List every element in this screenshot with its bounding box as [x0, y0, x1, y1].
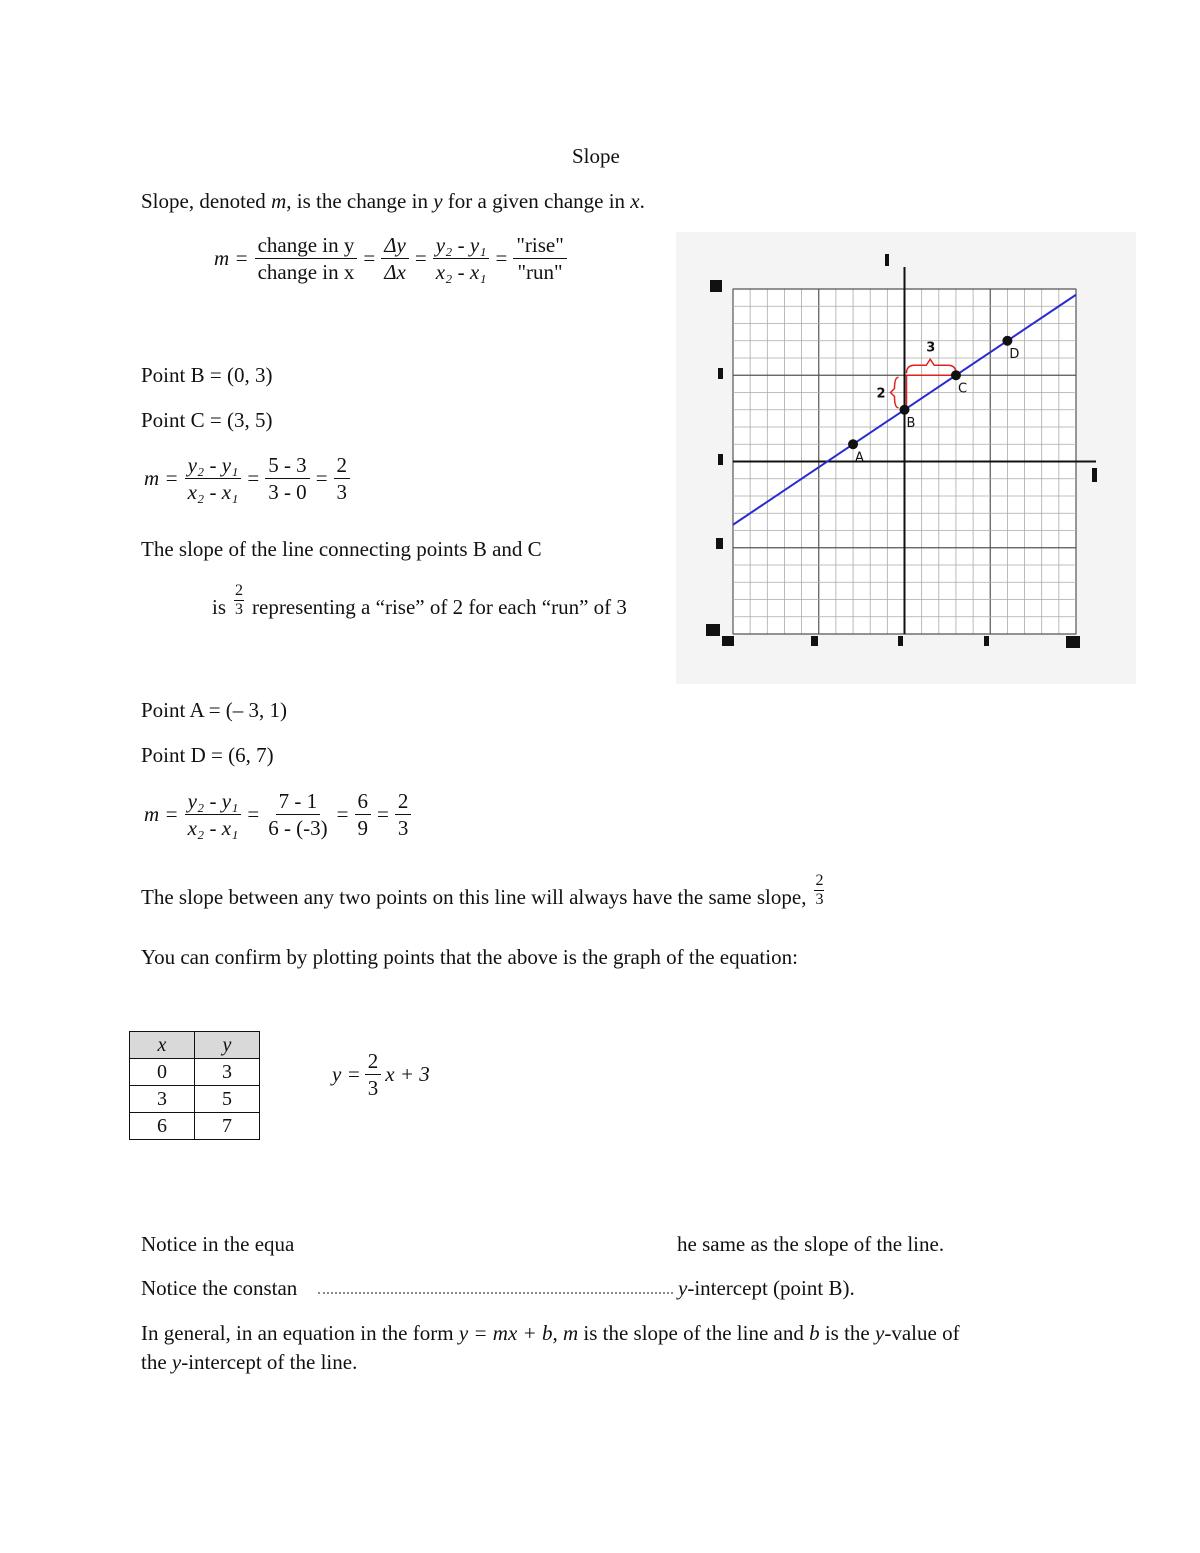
- ex2-frac2-num: 7 - 1: [276, 788, 321, 815]
- intro-mid2: for a given change in: [442, 189, 631, 213]
- ex2-frac2: [265, 788, 330, 842]
- notice-coefficient-right: he same as the slope of the line.: [677, 1232, 945, 1256]
- rise-label: 2: [876, 386, 886, 402]
- axis-marker: [706, 624, 720, 636]
- general-text-3: is the slope of the line and: [578, 1321, 810, 1345]
- general-line2-y: y: [171, 1350, 182, 1374]
- notice-constant-left: Notice the constan: [141, 1276, 298, 1300]
- point-c-marker: [951, 370, 961, 380]
- notice-constant-right: [678, 1276, 855, 1301]
- ex2-frac3: [355, 788, 372, 842]
- def-words-num: change in y: [255, 232, 358, 259]
- equation-den: 3: [367, 1076, 379, 1101]
- slope-bc-rise-run-sentence: [212, 582, 627, 618]
- axis-marker: [811, 636, 818, 646]
- same-slope-num: 2: [815, 872, 824, 889]
- general-text-5: -value of: [884, 1321, 960, 1345]
- table-cell: 5: [195, 1086, 260, 1113]
- general-form: y = mx + b: [458, 1321, 553, 1345]
- ex1-frac3: [334, 452, 351, 506]
- ex2-frac1-num: y₂ - y₁: [185, 788, 242, 815]
- ex2-frac1: [185, 788, 242, 842]
- def-delta-num: Δy: [381, 232, 409, 259]
- point-b: Point B = (0, 3): [141, 363, 273, 387]
- general-form-line1: [141, 1321, 960, 1346]
- general-y: y: [875, 1321, 885, 1345]
- intro-sentence: [141, 189, 645, 214]
- table-cell: 3: [130, 1086, 195, 1113]
- ex2-eq-3: =: [377, 802, 389, 827]
- ex1-frac2: [265, 452, 310, 506]
- general-form-line2: [141, 1350, 357, 1375]
- general-line2-b: -intercept of the line.: [181, 1350, 358, 1374]
- table-row: [130, 1113, 260, 1140]
- point-a-label: A: [855, 450, 864, 466]
- slope-bc-num: 2: [235, 582, 244, 599]
- point-a-marker: [848, 439, 858, 449]
- def-words-fraction: [255, 232, 358, 286]
- equation-lhs: y =: [332, 1062, 361, 1087]
- ex1-eq-1: =: [247, 466, 260, 491]
- def-rise-run-fraction: [513, 232, 566, 286]
- def-coord-fraction: [433, 232, 490, 286]
- table-header-x: x: [130, 1032, 195, 1059]
- ex1-frac2-den: 3 - 0: [268, 480, 307, 505]
- ex2-frac2-den: 6 - (-3): [268, 816, 328, 841]
- ex1-frac2-num: 5 - 3: [265, 452, 310, 479]
- ex2-frac3-den: 9: [357, 816, 369, 841]
- ex1-lhs: m =: [144, 466, 179, 491]
- intro-mid: , is the change in: [286, 189, 434, 213]
- same-slope-text: The slope between any two points on this line will always have the same slope,: [141, 885, 807, 910]
- axis-marker: [722, 636, 734, 646]
- point-b-label: B: [906, 415, 916, 431]
- axis-marker: [718, 368, 723, 379]
- def-delta-den: Δx: [384, 260, 406, 285]
- line-equation: [332, 1048, 430, 1102]
- is-word: is: [212, 595, 227, 620]
- point-c-label: C: [957, 381, 968, 397]
- ex2-frac1-den: x₂ - x₁: [187, 816, 239, 841]
- table-row: [130, 1059, 260, 1086]
- ex2-frac4: [395, 788, 412, 842]
- notice-constant-obscured: [318, 1292, 673, 1294]
- table-header-row: [130, 1032, 260, 1059]
- table-cell: 7: [195, 1113, 260, 1140]
- axis-marker: [716, 538, 723, 549]
- example1-formula: [144, 452, 350, 506]
- ex1-frac1-num: y₂ - y₁: [185, 452, 242, 479]
- axis-marker: [984, 636, 989, 646]
- coordinate-graph: [676, 232, 1136, 684]
- axis-marker: [718, 454, 723, 465]
- def-coord-num: y₂ - y₁: [433, 232, 490, 259]
- table-row: [130, 1086, 260, 1113]
- general-text-4: is the: [819, 1321, 876, 1345]
- intro-y: y: [433, 189, 443, 213]
- ex1-frac3-den: 3: [336, 480, 348, 505]
- intro-m: m: [271, 189, 287, 213]
- ex1-eq-2: =: [315, 466, 328, 491]
- point-a: Point A = (– 3, 1): [141, 698, 288, 722]
- notice-coefficient-left: Notice in the equa: [141, 1232, 295, 1256]
- def-eq-3: =: [495, 246, 508, 271]
- slope-bc-fraction: [232, 582, 246, 618]
- def-eq-1: =: [363, 246, 376, 271]
- run-label: 3: [926, 340, 936, 356]
- point-d-label: D: [1009, 346, 1020, 362]
- slope-definition-formula: [214, 232, 567, 286]
- point-c: Point C = (3, 5): [141, 408, 273, 432]
- def-run: "run": [517, 260, 563, 285]
- def-eq-2: =: [414, 246, 427, 271]
- def-lhs: m =: [214, 246, 249, 271]
- axis-marker: [1092, 468, 1097, 482]
- intro-pre: Slope, denoted: [141, 189, 272, 213]
- axis-marker: [898, 636, 903, 646]
- axis-marker: [1066, 636, 1080, 648]
- page-title: Slope: [572, 144, 620, 168]
- ex2-frac4-num: 2: [395, 788, 412, 815]
- ex2-eq-2: =: [336, 802, 349, 827]
- ex1-frac1-den: x₂ - x₁: [187, 480, 239, 505]
- general-text-2: ,: [552, 1321, 563, 1345]
- ex2-frac4-den: 3: [397, 816, 409, 841]
- table-header-y: y: [195, 1032, 260, 1059]
- rise-run-text: representing a “rise” of 2 for each “run” of 3: [252, 595, 627, 620]
- example2-formula: [144, 788, 411, 842]
- point-b-marker: [900, 405, 910, 415]
- same-slope-den: 3: [815, 890, 824, 908]
- def-delta-fraction: [381, 232, 409, 286]
- table-cell: 3: [195, 1059, 260, 1086]
- point-d-marker: [1002, 336, 1012, 346]
- general-m: m: [562, 1321, 579, 1345]
- ex1-frac1: [185, 452, 242, 506]
- intro-end: .: [639, 189, 645, 213]
- general-line2-a: the: [141, 1350, 172, 1374]
- ex2-lhs: m =: [144, 802, 179, 827]
- table-cell: 0: [130, 1059, 195, 1086]
- general-b: b: [809, 1321, 820, 1345]
- def-words-den: change in x: [257, 260, 355, 285]
- equation-num: 2: [365, 1048, 382, 1075]
- axis-marker: [710, 280, 722, 292]
- def-rise: "rise": [513, 232, 566, 259]
- ex1-frac3-num: 2: [334, 452, 351, 479]
- slope-bc-den: 3: [235, 600, 244, 618]
- notice-constant-y: y: [678, 1276, 688, 1300]
- equation-fraction: [365, 1048, 382, 1102]
- ex2-frac3-num: 6: [355, 788, 372, 815]
- xy-table: [129, 1031, 260, 1140]
- intro-x: x: [630, 189, 640, 213]
- notice-constant-text: -intercept (point B).: [687, 1276, 855, 1300]
- point-d: Point D = (6, 7): [141, 743, 274, 767]
- slope-bc-sentence: The slope of the line connecting points B and C: [141, 537, 542, 561]
- def-coord-den: x₂ - x₁: [435, 260, 487, 285]
- equation-rest: x + 3: [385, 1062, 430, 1087]
- same-slope-fraction: [812, 872, 826, 908]
- ex2-eq-1: =: [247, 802, 260, 827]
- confirm-sentence: You can confirm by plotting points that the above is the graph of the equation:: [141, 945, 798, 969]
- general-text-1: In general, in an equation in the form: [141, 1321, 459, 1345]
- table-cell: 6: [130, 1113, 195, 1140]
- axis-marker: [885, 254, 889, 266]
- same-slope-sentence: [141, 872, 826, 908]
